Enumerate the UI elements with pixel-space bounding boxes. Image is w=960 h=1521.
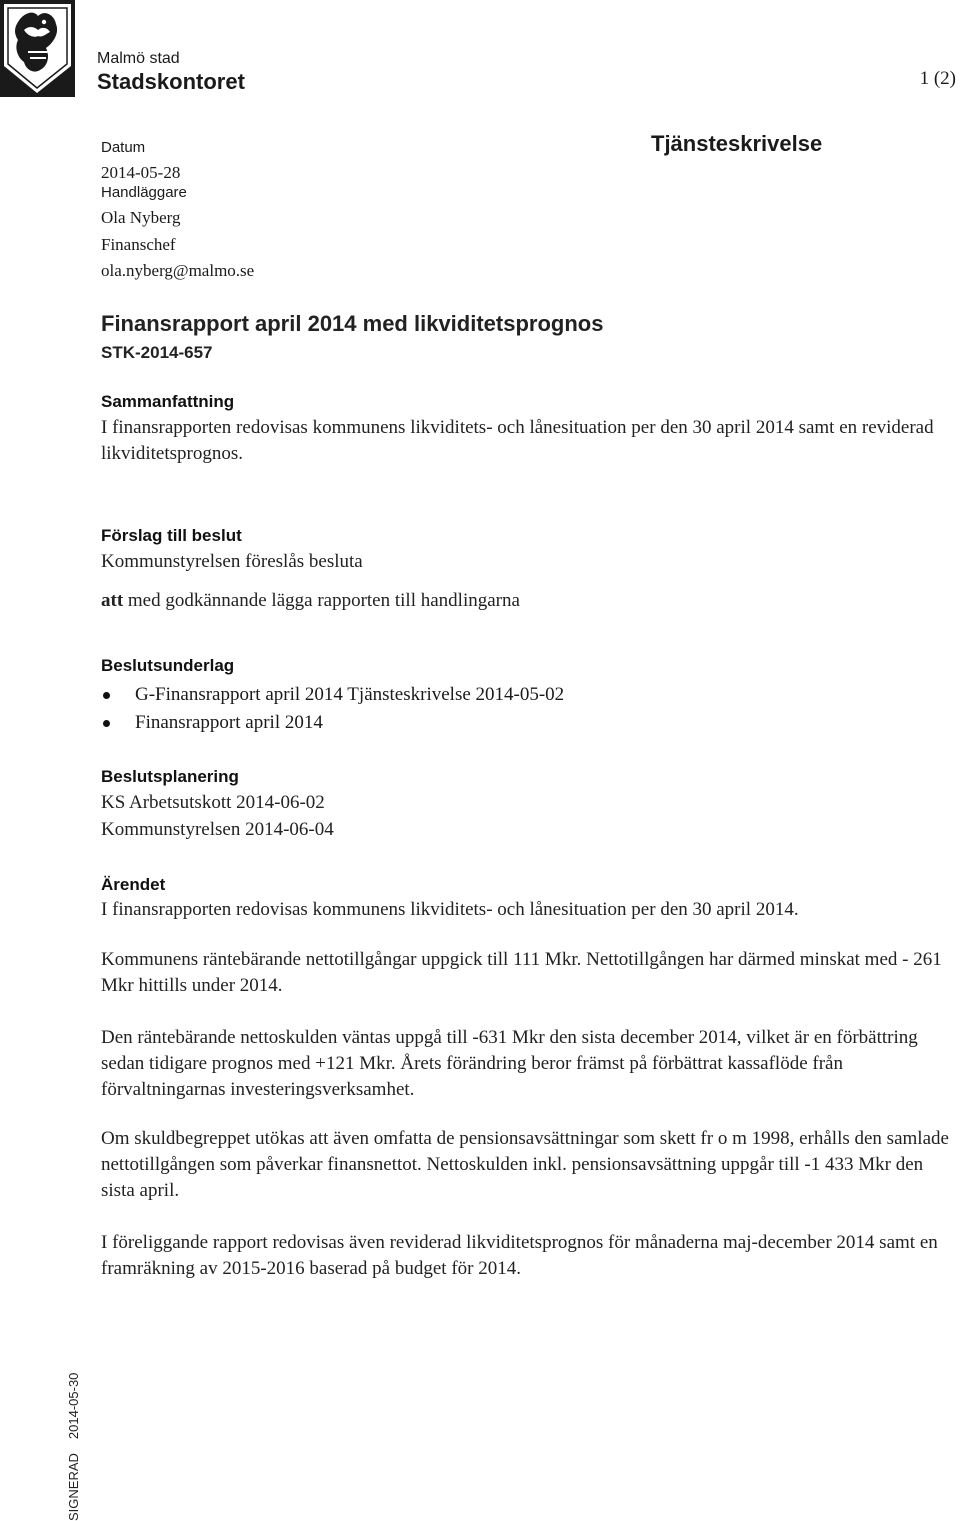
basis-list xyxy=(101,681,564,737)
matter-paragraph: Om skuldbegreppet utökas att även omfatta de pensionsavsättningar som skett fr o m 1998, erhålls den samlade nettotillgången som påverkar finansnettot. Nettoskulden inkl. pensionsavsättning uppgår till -1 433 Mkr den sista april. xyxy=(101,1128,949,1201)
document-title: Finansrapport april 2014 med likviditetsprognos xyxy=(101,311,604,336)
bullet-icon xyxy=(103,720,110,727)
planning-item: KS Arbetsutskott 2014-06-02 xyxy=(101,792,325,813)
summary-heading: Sammanfattning xyxy=(101,392,235,411)
proposal-decision-text: med godkännande lägga rapporten till handlingarna xyxy=(123,590,520,611)
basis-heading: Beslutsunderlag xyxy=(101,656,235,675)
proposal-intro: Kommunstyrelsen föreslås besluta xyxy=(101,551,363,572)
organization-name: Malmö stad xyxy=(97,50,180,67)
matter-heading: Ärendet xyxy=(101,875,166,894)
page-number: 1 (2) xyxy=(919,68,956,89)
date-value: 2014-05-28 xyxy=(101,163,181,182)
handler-label: Handläggare xyxy=(101,184,187,201)
list-item xyxy=(101,709,564,737)
department-name: Stadskontoret xyxy=(97,69,245,94)
planning-heading: Beslutsplanering xyxy=(101,767,239,786)
case-number: STK-2014-657 xyxy=(101,343,213,362)
matter-paragraph: Kommunens räntebärande nettotillgångar uppgick till 111 Mkr. Nettotillgången har därmed minskat med - 261 Mkr hittills under 2014. xyxy=(101,949,942,996)
handler-title: Finanschef xyxy=(101,235,176,254)
signed-date: 2014-05-30 xyxy=(66,1372,81,1440)
proposal-decision xyxy=(101,588,957,614)
handler-name: Ola Nyberg xyxy=(101,208,181,227)
handler-email: ola.nyberg@malmo.se xyxy=(101,261,255,280)
signed-label: SIGNERAD xyxy=(66,1453,81,1521)
matter-paragraph: I finansrapporten redovisas kommunens likviditets- och lånesituation per den 30 april 2014. xyxy=(101,899,799,920)
date-label: Datum xyxy=(101,139,146,156)
signature-stamp xyxy=(66,1373,81,1521)
proposal-heading: Förslag till beslut xyxy=(101,526,242,545)
malmo-coat-of-arms-logo xyxy=(0,0,75,97)
document-type: Tjänsteskrivelse xyxy=(651,131,823,156)
bullet-icon xyxy=(103,692,110,699)
att-keyword: att xyxy=(101,590,124,611)
basis-item-text: Finansrapport april 2014 xyxy=(135,712,323,733)
summary-text: I finansrapporten redovisas kommunens likviditets- och lånesituation per den 30 april 2014 samt en reviderad likviditetsprognos. xyxy=(101,417,934,464)
list-item xyxy=(101,681,564,709)
basis-item-text: G-Finansrapport april 2014 Tjänsteskrivelse 2014-05-02 xyxy=(135,684,565,705)
matter-paragraph: I föreliggande rapport redovisas även reviderad likviditetsprognos för månaderna maj-december 2014 samt en framräkning av 2015-2016 baserad på budget för 2014. xyxy=(101,1232,938,1279)
planning-item: Kommunstyrelsen 2014-06-04 xyxy=(101,819,334,840)
matter-paragraph: Den räntebärande nettoskulden väntas uppgå till -631 Mkr den sista december 2014, vilket är en förbättring sedan tidigare prognos med +121 Mkr. Årets förändring beror främst på förbättrat kassaflöde från förvaltningarnas investeringsverksamhet. xyxy=(101,1027,918,1100)
